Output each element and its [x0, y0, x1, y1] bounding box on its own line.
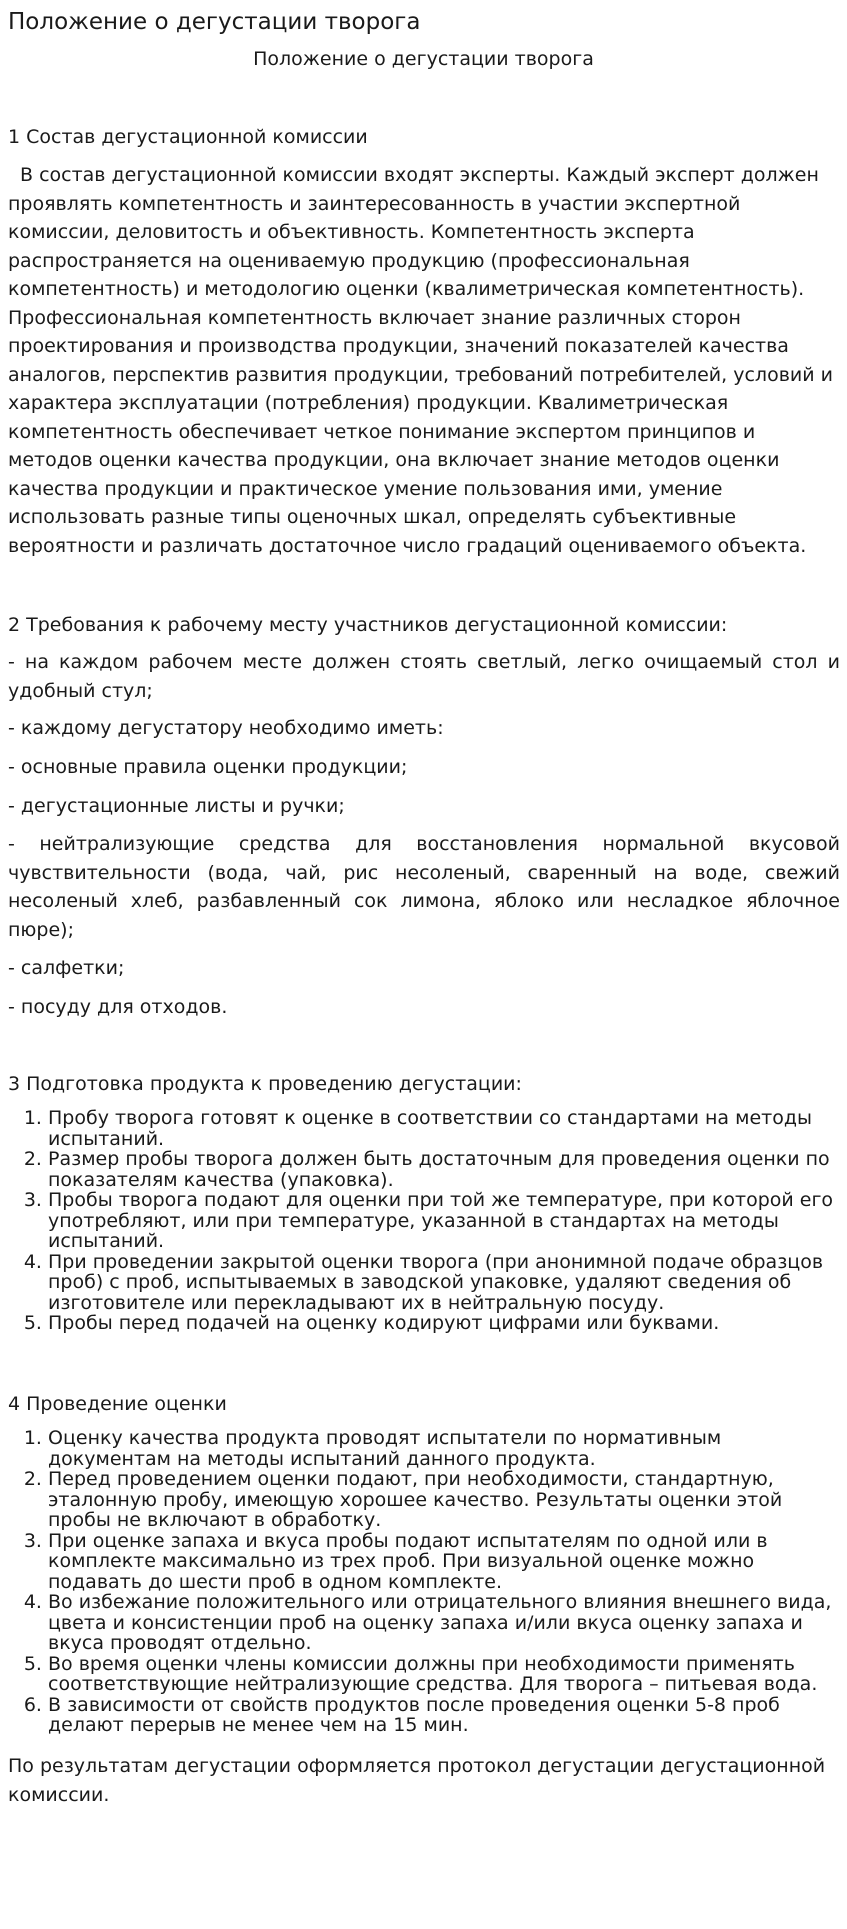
- section-1-heading: 1 Состав дегустационной комиссии: [8, 126, 368, 148]
- list-item: 1. Пробу творога готовят к оценке в соответствии со стандартами на методы испытаний.: [48, 1108, 840, 1149]
- list-item: 5. Во время оценки члены комиссии должны при необходимости применять соответствующие нейтрализующие средства. Для творога – питьевая вода.: [48, 1654, 840, 1695]
- requirement-item: - нейтрализующие средства для восстановления нормальной вкусовой чувствительности (вода, чай, рис несоленый, сваренный на воде, свежий несоленый хлеб, разбавленный сок лимона, яблоко или несладкое яблочное пюре);: [8, 833, 840, 941]
- requirement-item: - каждому дегустатору необходимо иметь:: [8, 717, 444, 739]
- section-2-heading: 2 Требования к рабочему месту участников дегустационной комиссии:: [8, 614, 728, 636]
- list-item: 2. Перед проведением оценки подают, при необходимости, стандартную, эталонную пробу, имеющую хорошее качество. Результаты оценки этой пробы не включают в обработку.: [48, 1469, 840, 1531]
- centered-title: Положение о дегустации творога: [253, 48, 594, 70]
- list-item: 4. Во избежание положительного или отрицательного влияния внешнего вида, цвета и консистенции проб на оценку запаха и/или вкуса оценку запаха и вкуса проводят отдельно.: [48, 1592, 840, 1654]
- document-title: Положение о дегустации творога: [8, 9, 421, 35]
- section-4-heading: 4 Проведение оценки: [8, 1393, 227, 1415]
- list-item: 3. При оценке запаха и вкуса пробы подают испытателям по одной или в комплекте максимально из трех проб. При визуальной оценке можно подавать до шести проб в одном комплекте.: [48, 1531, 840, 1593]
- list-item: 6. В зависимости от свойств продуктов после проведения оценки 5-8 проб делают перерыв не менее чем на 15 мин.: [48, 1695, 840, 1736]
- requirement-item: - на каждом рабочем месте должен стоять светлый, легко очищаемый стол и удобный стул;: [8, 651, 840, 702]
- requirement-item: - посуду для отходов.: [8, 996, 228, 1018]
- evaluation-list: [8, 1428, 840, 1736]
- list-item: 1. Оценку качества продукта проводят испытатели по нормативным документам на методы испытаний данного продукта.: [48, 1428, 840, 1469]
- requirement-item: - основные правила оценки продукции;: [8, 756, 408, 778]
- section-3-heading: 3 Подготовка продукта к проведению дегустации:: [8, 1073, 522, 1095]
- conclusion-paragraph: По результатам дегустации оформляется протокол дегустации дегустационной комиссии.: [8, 1755, 826, 1806]
- list-item: 3. Пробы творога подают для оценки при той же температуре, при которой его употребляют, или при температуре, указанной в стандартах на методы испытаний.: [48, 1190, 840, 1252]
- list-item: 5. Пробы перед подачей на оценку кодируют цифрами или буквами.: [48, 1313, 840, 1334]
- list-item: 4. При проведении закрытой оценки творога (при анонимной подаче образцов проб) с проб, испытываемых в заводской упаковке, удаляют сведения об изготовителе или перекладывают их в нейтральную посуду.: [48, 1252, 840, 1314]
- section-1-paragraph: В состав дегустационной комиссии входят эксперты. Каждый эксперт должен проявлять компетентность и заинтересованность в участии экспертной комиссии, деловитость и объективность. Компетентность эксперта распространяется на оцениваемую продукцию (профессиональная компетентность) и методологию оценки (квалиметрическая компетентность). Профессиональная компетентность включает знание различных сторон проектирования и производства продукции, значений показателей качества аналогов, перспектив развития продукции, требований потребителей, условий и характера эксплуатации (потребления) продукции. Квалиметрическая компетентность обеспечивает четкое понимание экспертом принципов и методов оценки качества продукции, она включает знание методов оценки качества продукции и практическое умение пользования ими, умение использовать разные типы оценочных шкал, определять субъективные вероятности и различать достаточное число градаций оцениваемого объекта.: [8, 164, 833, 557]
- list-item: 2. Размер пробы творога должен быть достаточным для проведения оценки по показателям качества (упаковка).: [48, 1149, 840, 1190]
- requirement-item: - салфетки;: [8, 957, 125, 979]
- requirement-item: - дегустационные листы и ручки;: [8, 795, 345, 817]
- preparation-list: [8, 1108, 840, 1334]
